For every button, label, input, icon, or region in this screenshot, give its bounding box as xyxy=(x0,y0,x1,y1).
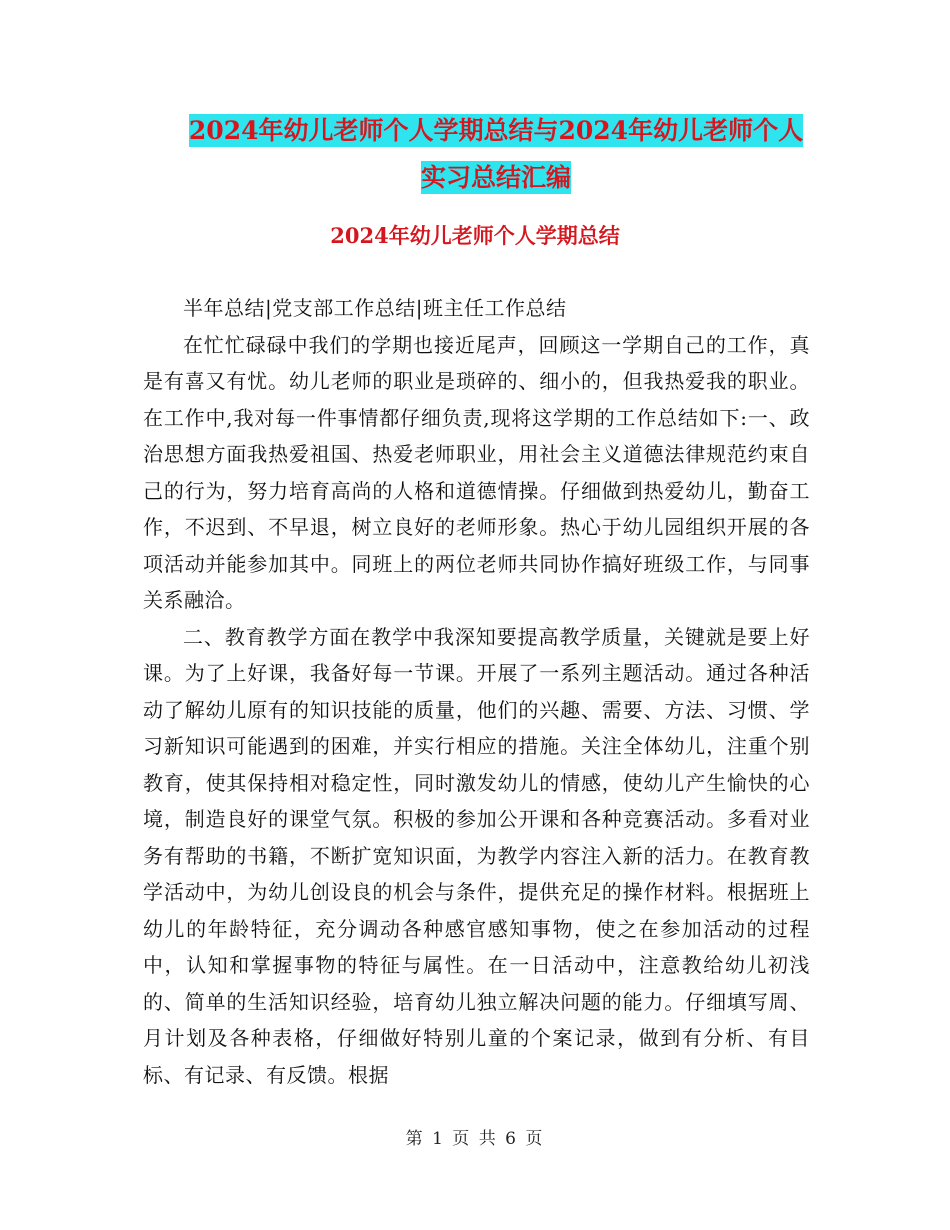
paragraph: 在忙忙碌碌中我们的学期也接近尾声，回顾这一学期自己的工作，真是有喜又有忧。幼儿老师的职业是琐碎的、细小的，但我热爱我的职业。在工作中,我对每一件事情都仔细负责,现将这学期的工作总结如下:一、政治思想方面我热爱祖国、热爱老师职业，用社会主义道德法律规范约束自己的行为，努力培育高尚的人格和道德情操。仔细做到热爱幼儿，勤奋工作，不迟到、不早退，树立良好的老师形象。热心于幼儿园组织开展的各项活动并能参加其中。同班上的两位老师共同协作搞好班级工作，与同事关系融洽。 xyxy=(143,332,810,612)
tags-line: 半年总结|党支部工作总结|班主任工作总结 xyxy=(183,296,567,320)
document-title xyxy=(140,107,852,201)
paragraph: 二、教育教学方面在教学中我深知要提高教学质量，关键就是要上好课。为了上好课，我备好每一节课。开展了一系列主题活动。通过各种活动了解幼儿原有的知识技能的质量，他们的兴趣、需要、方法、习惯、学习新知识可能遇到的困难，并实行相应的措施。关注全体幼儿，注重个别教育，使其保持相对稳定性，同时激发幼儿的情感，使幼儿产生愉快的心境，制造良好的课堂气氛。积极的参加公开课和各种竞赛活动。多看对业务有帮助的书籍，不断扩宽知识面，为教学内容注入新的活力。在教育教学活动中，为幼儿创设良的机会与条件，提供充足的操作材料。根据班上幼儿的年龄特征，充分调动各种感官感知事物，使之在参加活动的过程中，认知和掌握事物的特征与属性。在一日活动中，注意教给幼儿初浅的、简单的生活知识经验，培育幼儿独立解决问题的能力。仔细填写周、月计划及各种表格，仔细做好特别儿童的个案记录，做到有分析、有目标、有记录、有反馈。根据 xyxy=(143,624,810,1087)
document-title-line-2: 实习总结汇编 xyxy=(420,163,571,192)
section-title: 2024年幼儿老师个人学期总结 xyxy=(330,223,620,248)
page-footer: 第 1 页 共 6 页 xyxy=(405,1129,545,1149)
document-title-line-1: 2024年幼儿老师个人学期总结与2024年幼儿老师个人 xyxy=(188,116,804,145)
document-body xyxy=(143,290,810,1093)
